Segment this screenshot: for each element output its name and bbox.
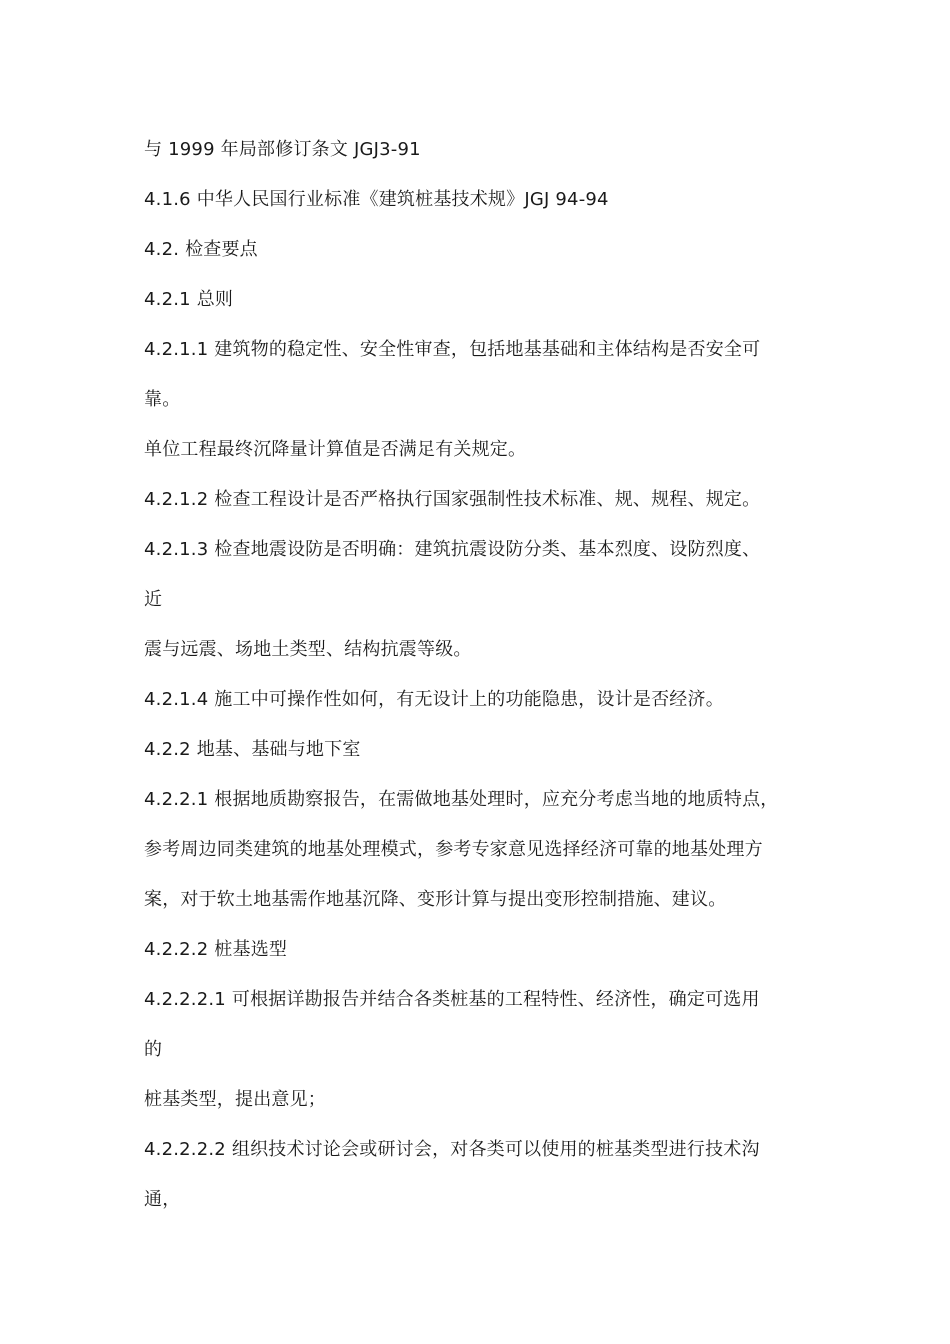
text-line: 靠。 [144,389,181,410]
text-line: 的 [144,1039,163,1060]
text-line: 通， [144,1189,181,1210]
section-heading: 4.2. 检查要点 [144,239,258,260]
text-line: 桩基类型，提出意见； [144,1089,326,1110]
text-line: 4.1.6 中华人民国行业标准《建筑桩基技术规》JGJ 94-94 [144,189,609,210]
text-line: 参考周边同类建筑的地基处理模式，参考专家意见选择经济可靠的地基处理方 [144,839,763,860]
text-line: 单位工程最终沉降量计算值是否满足有关规定。 [144,439,527,460]
text-line: 案，对于软土地基需作地基沉降、变形计算与提出变形控制措施、建议。 [144,889,727,910]
section-heading: 4.2.2.2 桩基选型 [144,939,288,960]
section-heading: 4.2.2 地基、基础与地下室 [144,739,361,760]
text-line: 近 [144,589,163,610]
text-line: 4.2.2.2.2 组织技术讨论会或研讨会，对各类可以使用的桩基类型进行技术沟 [144,1139,760,1160]
text-line: 4.2.1.3 检查地震设防是否明确：建筑抗震设防分类、基本烈度、设防烈度、 [144,539,761,560]
text-line: 4.2.1.4 施工中可操作性如何，有无设计上的功能隐患，设计是否经济。 [144,689,724,710]
text-line: 4.2.2.1 根据地质勘察报告，在需做地基处理时，应充分考虑当地的地质特点， [144,789,779,810]
text-line: 4.2.1.2 检查工程设计是否严格执行国家强制性技术标准、规、规程、规定。 [144,489,761,510]
text-line: 与 1999 年局部修订条文 JGJ3-91 [144,139,421,160]
text-line: 4.2.2.2.1 可根据详勘报告并结合各类桩基的工程特性、经济性，确定可选用 [144,989,760,1010]
text-line: 震与远震、场地土类型、结构抗震等级。 [144,639,472,660]
text-line: 4.2.1.1 建筑物的稳定性、安全性审查，包括地基基础和主体结构是否安全可 [144,339,761,360]
section-heading: 4.2.1 总则 [144,289,234,310]
